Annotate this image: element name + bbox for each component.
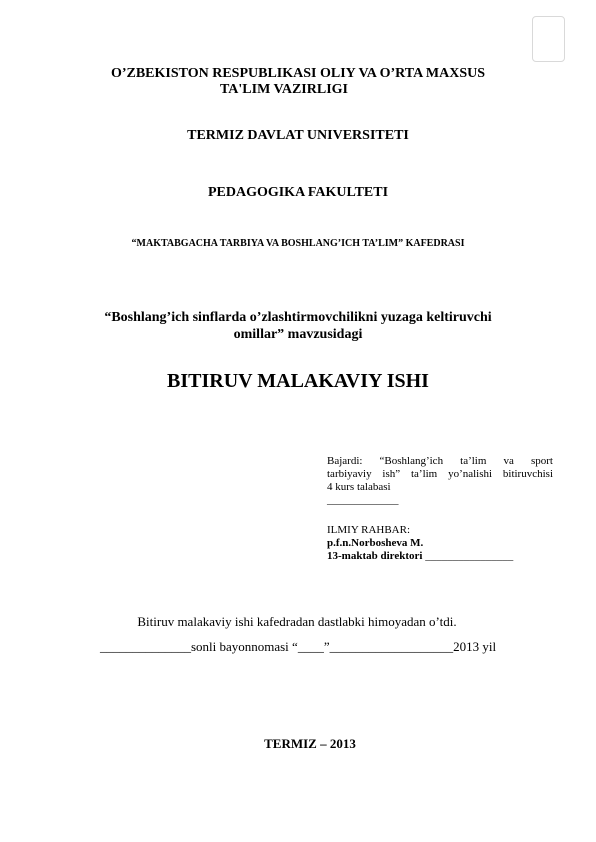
- performer-line-1: Bajardi: “Boshlang’ich ta’lim va sport: [327, 455, 553, 467]
- work-title: BITIRUV MALAKAVIY ISHI: [167, 370, 429, 392]
- topic-line-2: omillar” mavzusidagi: [233, 327, 363, 342]
- performer-line-2: tarbiyaviy ish” ta’lim yo’nalishi bitiruvchisi: [327, 468, 553, 480]
- performer-line-3: 4 kurs talabasi: [327, 481, 391, 493]
- page-corner-box: [532, 16, 565, 62]
- supervisor-label: ILMIY RAHBAR:: [327, 524, 411, 536]
- director-blank: ________________: [422, 550, 514, 562]
- defense-line-2: ______________sonli bayonnomasi “____”___________________2013 yil: [99, 639, 497, 654]
- university-name: TERMIZ DAVLAT UNIVERSITETI: [187, 128, 409, 143]
- director-label: 13-maktab direktori: [327, 550, 423, 562]
- supervisor-block: [327, 524, 553, 563]
- performer-name-blank: _____________: [327, 494, 399, 506]
- department-name: “MAKTABGACHA TARBIYA VA BOSHLANG’ICH TA’LIM” KAFEDRASI: [131, 238, 465, 249]
- topic-line-1: “Boshlang’ich sinflarda o’zlashtirmovchilikni yuzaga keltiruvchi: [104, 310, 492, 325]
- supervisor-name: p.f.n.Norbosheva M.: [327, 537, 424, 549]
- performer-block: [327, 455, 553, 507]
- footer-city-year: TERMIZ – 2013: [264, 736, 356, 751]
- ministry-line-1: O’ZBEKISTON RESPUBLIKASI OLIY VA O’RTA MAXSUS: [110, 66, 486, 81]
- defense-line-1: Bitiruv malakaviy ishi kafedradan dastlabki himoyadan o’tdi.: [137, 614, 457, 629]
- faculty-name: PEDAGOGIKA FAKULTETI: [207, 185, 389, 200]
- ministry-line-2: TA'LIM VAZIRLIGI: [220, 82, 348, 97]
